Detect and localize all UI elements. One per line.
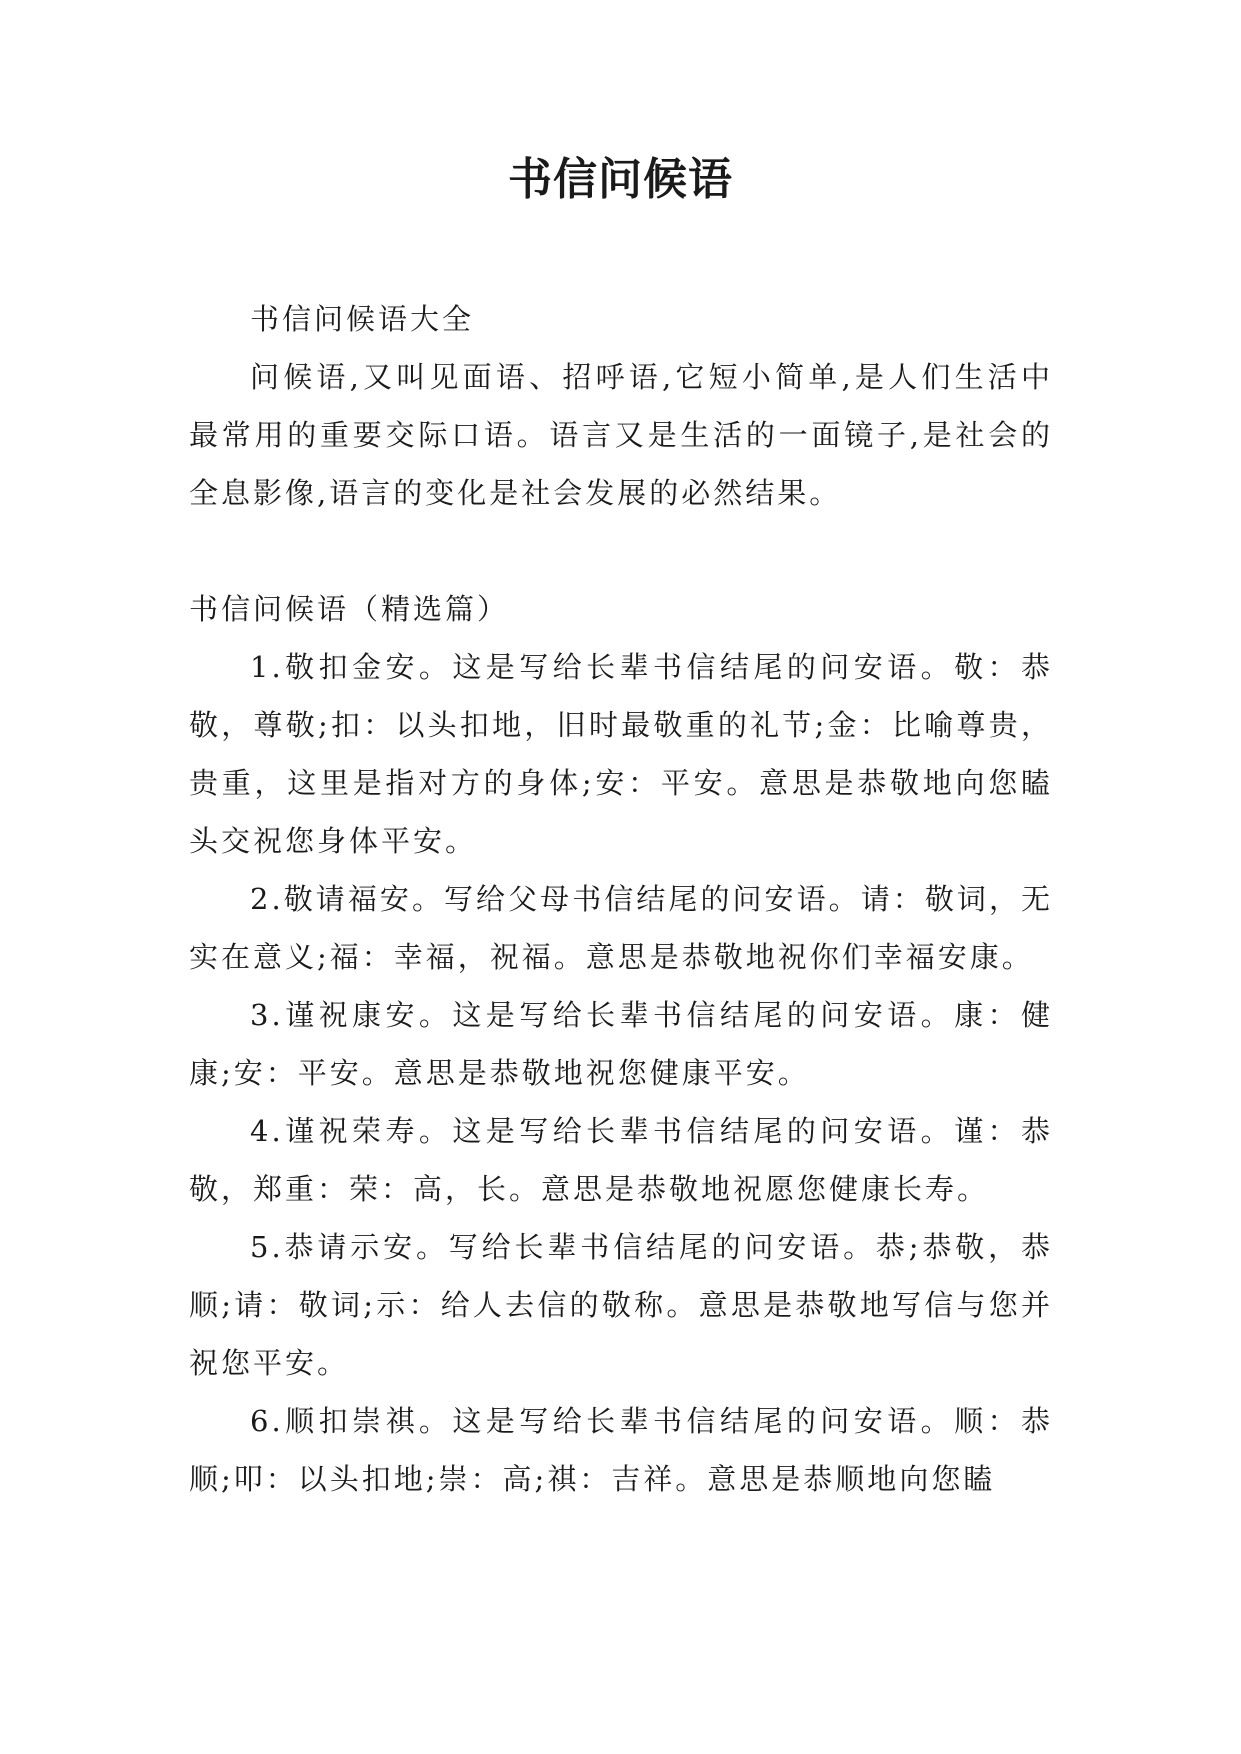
list-item: 1.敬扣金安。这是写给长辈书信结尾的问安语。敬：恭敬，尊敬;扣：以头扣地，旧时最敬重的礼节;金：比喻尊贵，贵重，这里是指对方的身体;安：平安。意思是恭敬地向您瞌头交祝您身体平安。	[189, 650, 1053, 858]
list-item: 3.谨祝康安。这是写给长辈书信结尾的问安语。康：健康;安：平安。意思是恭敬地祝您健康平安。	[189, 998, 1053, 1090]
page-title: 书信问候语	[508, 154, 733, 205]
list-item: 2.敬请福安。写给父母书信结尾的问安语。请：敬词，无实在意义;福：幸福，祝福。意思是恭敬地祝你们幸福安康。	[189, 882, 1053, 974]
list-item: 6.顺扣崇祺。这是写给长辈书信结尾的问安语。顺：恭顺;叩：以头扣地;崇：高;祺：吉祥。意思是恭顺地向您瞌	[189, 1404, 1053, 1496]
section-heading: 书信问候语（精选篇）	[189, 592, 510, 626]
document-body	[189, 290, 1053, 1508]
list-item: 5.恭请示安。写给长辈书信结尾的问安语。恭;恭敬，恭顺;请：敬词;示：给人去信的敬称。意思是恭敬地写信与您并祝您平安。	[189, 1230, 1053, 1380]
intro-heading: 书信问候语大全	[250, 302, 475, 336]
list-item: 4.谨祝荣寿。这是写给长辈书信结尾的问安语。谨：恭敬，郑重：荣：高，长。意思是恭敬地祝愿您健康长寿。	[189, 1114, 1053, 1206]
intro-paragraph: 问候语,又叫见面语、招呼语,它短小简单,是人们生活中最常用的重要交际口语。语言又是生活的一面镜子,是社会的全息影像,语言的变化是社会发展的必然结果。	[189, 360, 1053, 510]
